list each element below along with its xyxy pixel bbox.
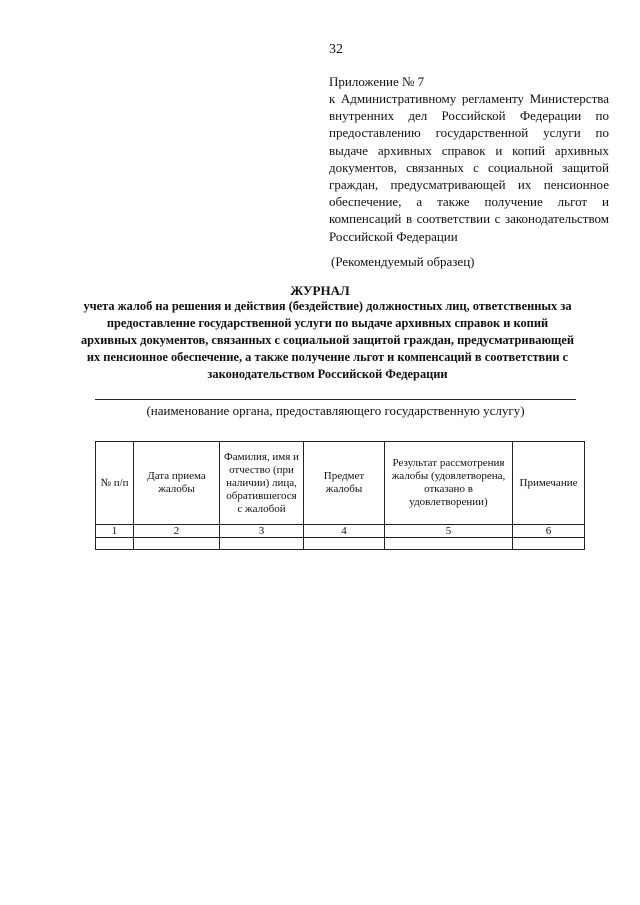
header-cell-subject: Предмет жалобы (304, 442, 385, 525)
table-cell (134, 538, 220, 550)
column-number-cell: 5 (385, 525, 513, 538)
org-name-caption: (наименование органа, предоставляющего государственную услугу) (146, 403, 525, 418)
appendix-text: к Административному регламенту Министерства внутренних дел Российской Федерации по предоставлению государственной услуги по выдаче архивных справок и копий архивных документов, связанных с социальной защитой граждан, предусматривающей их пенсионное обеспечение, а также получение льгот и компенсаций в соответствии с законодательством Российской Федерации (329, 91, 609, 244)
appendix-title: Приложение № 7 (329, 74, 425, 89)
table-row-empty (96, 538, 585, 550)
table-row-column-numbers (96, 525, 585, 538)
table-cell (96, 538, 134, 550)
header-cell-note: Примечание (513, 442, 585, 525)
column-number-cell: 4 (304, 525, 385, 538)
org-name-line (95, 399, 576, 400)
journal-subtitle: учета жалоб на решения и действия (бездействие) должностных лиц, ответственных за предоставление государственной услуги по выдаче архивных справок и копий архивных документов, связанных с социальной защитой граждан, предусматривающей их пенсионное обеспечение, а также получение льгот и компенсаций в соответствии с законодательством Российской Федерации (80, 299, 575, 381)
header-cell-result: Результат рассмотрения жалобы (удовлетворена, отказано в удовлетворении) (385, 442, 513, 525)
column-number-cell: 6 (513, 525, 585, 538)
header-cell-name: Фамилия, имя и отчество (при наличии) лица, обратившегося с жалобой (220, 442, 304, 525)
page-number: 32 (329, 42, 343, 57)
column-number-cell: 2 (134, 525, 220, 538)
table-cell (220, 538, 304, 550)
journal-table (95, 441, 585, 550)
header-cell-date: Дата приема жалобы (134, 442, 220, 525)
table-cell (304, 538, 385, 550)
journal-title: ЖУРНАЛ (290, 283, 350, 298)
table-header-row (96, 442, 585, 525)
column-number-cell: 1 (96, 525, 134, 538)
column-number-cell: 3 (220, 525, 304, 538)
header-cell-number: № п/п (96, 442, 134, 525)
sample-note: (Рекомендуемый образец) (331, 254, 475, 269)
table-cell (513, 538, 585, 550)
table-cell (385, 538, 513, 550)
